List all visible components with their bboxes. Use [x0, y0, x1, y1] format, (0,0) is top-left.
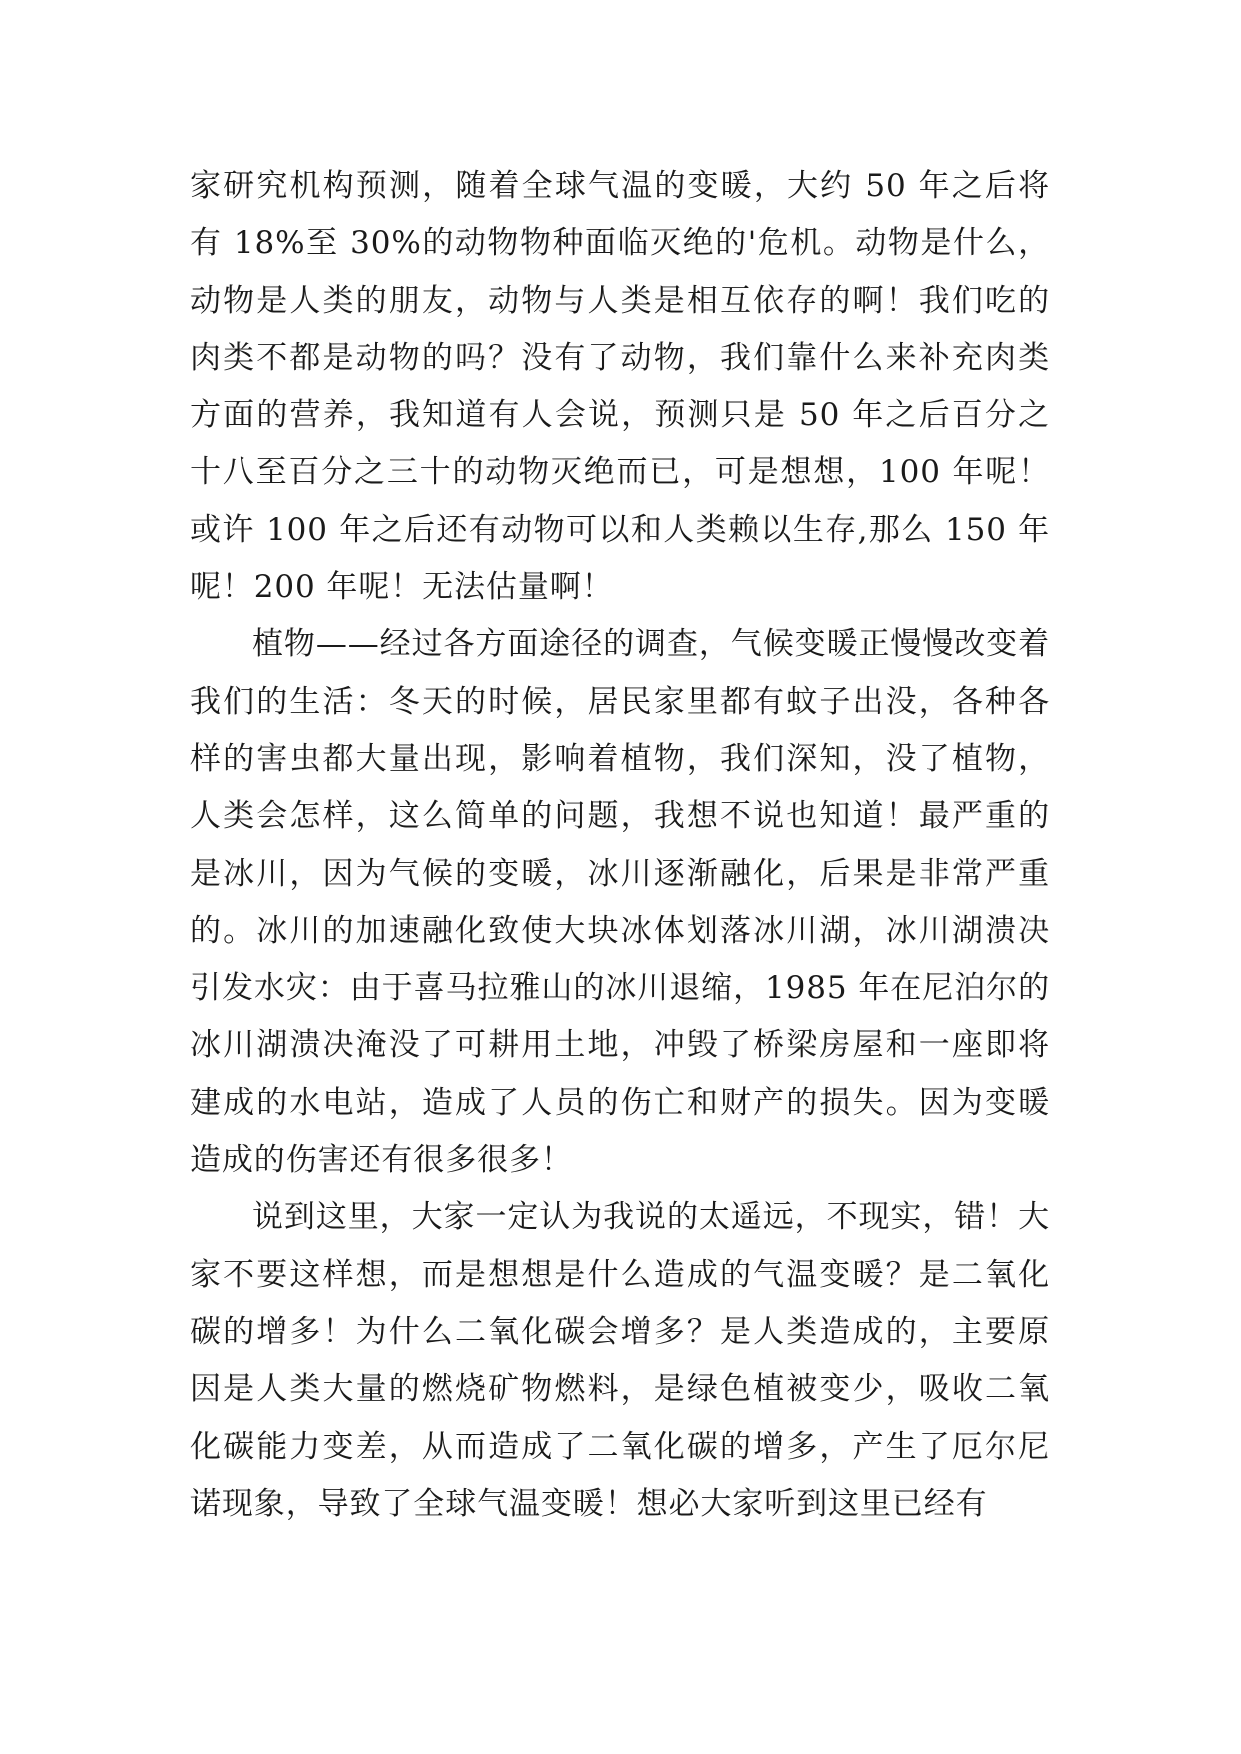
- paragraph-plants: 植物——经过各方面途径的调查，气候变暖正慢慢改变着我们的生活：冬天的时候，居民家里都有蚊子出没，各种各样的害虫都大量出现，影响着植物，我们深知，没了植物，人类会怎样，这么简单的问题，我想不说也知道！最严重的是冰川，因为气候的变暖，冰川逐渐融化，后果是非常严重的。冰川的加速融化致使大块冰体划落冰川湖，冰川湖溃决引发水灾：由于喜马拉雅山的冰川退缩，1985 年在尼泊尔的冰川湖溃决淹没了可耕用土地，冲毁了桥梁房屋和一座即将建成的水电站，造成了人员的伤亡和财产的损失。因为变暖造成的伤害还有很多很多！: [190, 626, 1050, 1179]
- paragraph-animals: 家研究机构预测，随着全球气温的变暖，大约 50 年之后将有 18%至 30%的动物物种面临灭绝的'危机。动物是什么，动物是人类的朋友，动物与人类是相互依存的啊！我们吃的肉类不都是动物的吗？没有了动物，我们靠什么来补充肉类方面的营养，我知道有人会说，预测只是 50 年之后百分之十八至百分之三十的动物灭绝而已，可是想想，100 年呢！或许 100 年之后还有动物可以和人类赖以生存,那么 150 年呢！200 年呢！无法估量啊！: [190, 168, 1050, 606]
- paragraph-causes: 说到这里，大家一定认为我说的太遥远，不现实，错！大家不要这样想，而是想想是什么造成的气温变暖？是二氧化碳的增多！为什么二氧化碳会增多？是人类造成的，主要原因是人类大量的燃烧矿物燃料，是绿色植被变少，吸收二氧化碳能力变差，从而造成了二氧化碳的增多，产生了厄尔尼诺现象，导致了全球气温变暖！想必大家听到这里已经有: [190, 1199, 1050, 1522]
- document-body: [190, 158, 1050, 1533]
